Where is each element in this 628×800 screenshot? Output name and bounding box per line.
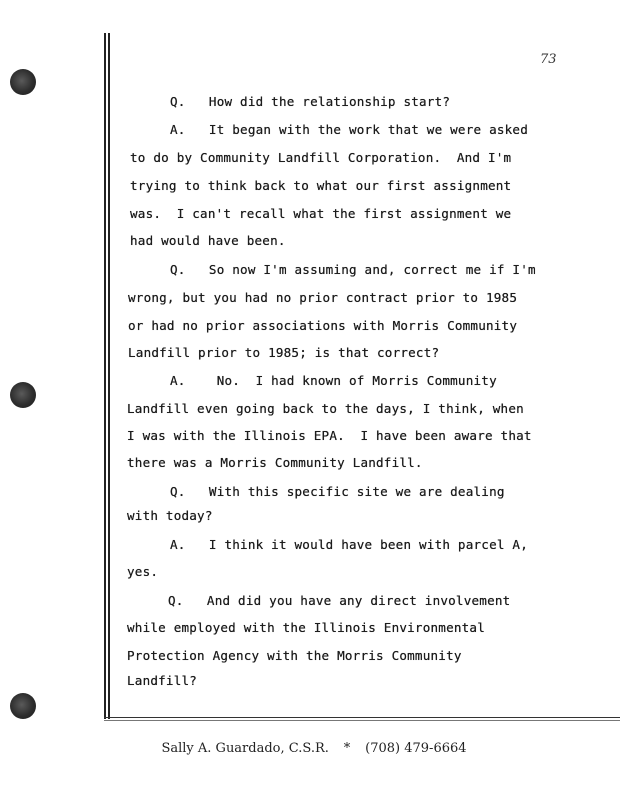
transcript-line: wrong, but you had no prior contract prior to 1985	[128, 290, 518, 305]
transcript-line: A. It began with the work that we were asked	[170, 122, 528, 137]
punch-hole-top	[10, 69, 36, 95]
transcript-line: I was with the Illinois EPA. I have been aware that	[127, 428, 532, 443]
transcript-line: A. I think it would have been with parcel A,	[170, 537, 528, 552]
reporter-phone: (708) 479-6664	[365, 741, 467, 756]
transcript-line: was. I can't recall what the first assignment we	[130, 206, 512, 221]
transcript-line: Landfill?	[127, 673, 198, 688]
transcript-line: with today?	[127, 508, 213, 523]
bottom-rule	[104, 717, 620, 718]
punch-hole-middle	[10, 382, 36, 408]
reporter-name: Sally A. Guardado, C.S.R.	[161, 741, 329, 756]
transcript-line: or had no prior associations with Morris Community	[128, 318, 518, 333]
transcript-line: Q. With this specific site we are dealing	[170, 484, 505, 499]
margin-rule-inner	[108, 33, 110, 719]
transcript-line: had would have been.	[130, 233, 286, 248]
transcript-line: Q. So now I'm assuming and, correct me if I'm	[170, 262, 536, 277]
page-number: 73	[540, 52, 557, 67]
transcript-line: Protection Agency with the Morris Community	[127, 648, 462, 663]
transcript-line: to do by Community Landfill Corporation. And I'm	[130, 150, 512, 165]
bottom-rule-shadow	[104, 720, 620, 721]
margin-rule-outer	[104, 33, 106, 719]
transcript-line: Q. How did the relationship start?	[170, 94, 451, 109]
transcript-line: trying to think back to what our first assignment	[130, 178, 512, 193]
punch-hole-bottom	[10, 693, 36, 719]
transcript-line: while employed with the Illinois Environmental	[127, 620, 485, 635]
reporter-footer	[0, 741, 628, 756]
transcript-line: A. No. I had known of Morris Community	[170, 373, 497, 388]
footer-separator: *	[343, 741, 351, 756]
transcript-line: Landfill prior to 1985; is that correct?	[128, 345, 440, 360]
transcript-line: yes.	[127, 564, 159, 579]
transcript-line: Landfill even going back to the days, I think, when	[127, 401, 524, 416]
transcript-line: there was a Morris Community Landfill.	[127, 455, 423, 470]
transcript-line: Q. And did you have any direct involvement	[168, 593, 511, 608]
